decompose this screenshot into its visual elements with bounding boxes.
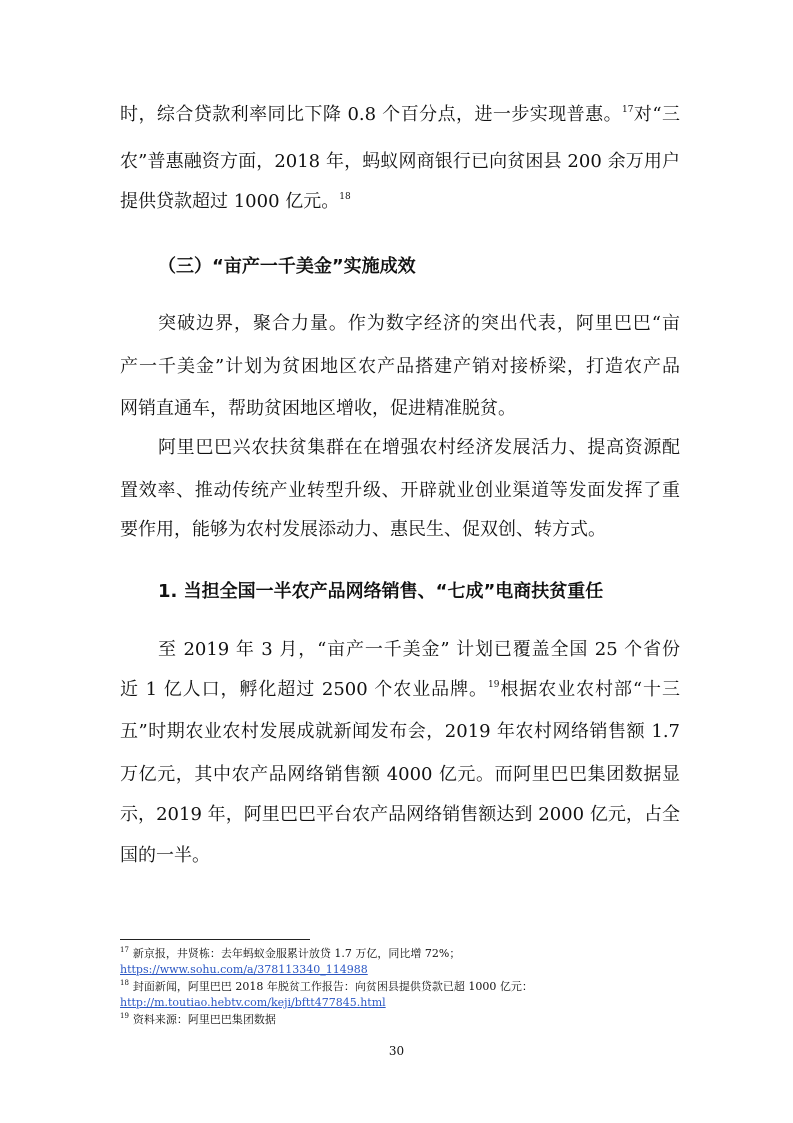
paragraph4-line3: 五”时期农业农村发展成就新闻发布会，2019 年农村网络销售额 1.7 <box>120 721 680 742</box>
paragraph2-line3: 网销直通车，帮助贫困地区增收，促进精准脱贫。 <box>120 398 516 419</box>
paragraph2-line2: 产一千美金”计划为贫困地区农产品搭建产销对接桥梁，打造农产品 <box>120 356 680 377</box>
section-heading: （三）“亩产一千美金”实施成效 <box>158 256 416 277</box>
footnote-19: $^{19}$ 资料来源：阿里巴巴集团数据 <box>120 1012 276 1026</box>
footnote-ref-18[interactable]: 18 <box>339 192 351 202</box>
footnote-17-link[interactable]: https://www.sohu.com/a/378113340_114988 <box>120 963 368 976</box>
paragraph1-line2: 农”普惠融资方面，2018 年，蚂蚁网商银行已向贫困县 200 余万用户 <box>120 151 680 172</box>
footnote-18: $^{18}$ 封面新闻，阿里巴巴 2018 年脱贫工作报告：向贫困县提供贷款已超 1000 亿元： <box>120 979 533 993</box>
footnote-18-link[interactable]: http://m.toutiao.hebtv.com/keji/bftt477845.html <box>120 996 386 1009</box>
paragraph1-line1: 时，综合贷款利率同比下降 0.8 个百分点，进一步实现普惠。$^{17}$对“三 <box>120 104 680 125</box>
footnote-ref-17[interactable]: 17 <box>622 105 634 115</box>
paragraph4-line2: 近 1 亿人口，孵化超过 2500 个农业品牌。$^{19}$根据农业农村部“十三 <box>120 679 680 700</box>
paragraph4-line5: 示，2019 年，阿里巴巴平台农产品网络销售额达到 2000 亿元，占全 <box>120 804 680 825</box>
paragraph3-line3: 要作用，能够为农村发展添动力、惠民生、促双创、转方式。 <box>120 519 606 540</box>
footnote-separator <box>120 939 310 940</box>
paragraph2-line1: 突破边界，聚合力量。作为数字经济的突出代表，阿里巴巴“亩 <box>158 313 680 334</box>
paragraph3-line2: 置效率、推动传统产业转型升级、开辟就业创业渠道等发面发挥了重 <box>120 480 680 501</box>
paragraph3-line1: 阿里巴巴兴农扶贫集群在在增强农村经济发展活力、提高资源配 <box>158 437 680 458</box>
subsection-heading: 1. 当担全国一半农产品网络销售、“七成”电商扶贫重任 <box>158 581 604 602</box>
paragraph4-line6: 国的一半。 <box>120 845 210 866</box>
paragraph4-line4: 万亿元，其中农产品网络销售额 4000 亿元。而阿里巴巴集团数据显 <box>120 764 680 785</box>
footnote-ref-19[interactable]: 19 <box>487 680 500 690</box>
page-number: 30 <box>388 1044 405 1058</box>
footnote-17: $^{17}$ 新京报，井贤栋：去年蚂蚁金服累计放贷 1.7 万亿，同比增 72%； <box>120 946 461 960</box>
paragraph4-line1: 至 2019 年 3 月，“亩产一千美金” 计划已覆盖全国 25 个省份 <box>158 639 680 660</box>
paragraph1-line3: 提供贷款超过 1000 亿元。$^{18}$ <box>120 191 351 212</box>
